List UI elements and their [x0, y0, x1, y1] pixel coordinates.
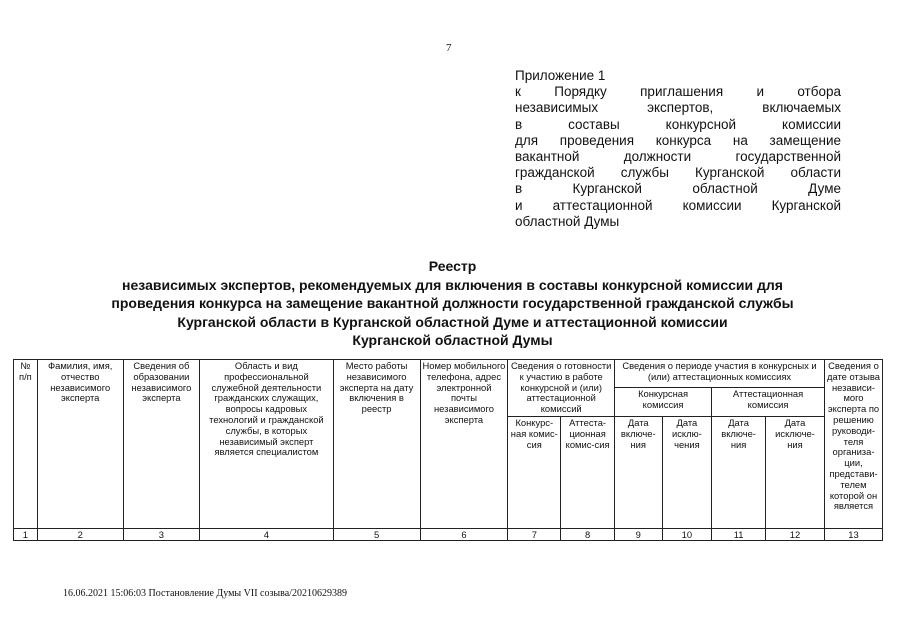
header-period: Сведения о периоде участия в конкурсных и (или) аттестационных комиссиях	[614, 360, 824, 388]
column-number-row	[14, 528, 883, 540]
appendix-line: в Курганской областной Думе	[515, 181, 841, 197]
column-number: 5	[333, 528, 420, 540]
header-readiness-competition: Конкурс-ная комис-сия	[508, 416, 561, 528]
appendix-line: в составы конкурсной комиссии	[515, 116, 841, 132]
column-number: 9	[614, 528, 662, 540]
header-period-attestation: Аттестационная комиссия	[712, 388, 825, 417]
title-line: Курганской областной Думы	[352, 332, 553, 349]
column-number: 7	[508, 528, 561, 540]
column-number: 8	[561, 528, 615, 540]
column-number: 13	[824, 528, 882, 540]
header-number: № п/п	[14, 360, 38, 529]
document-title	[0, 257, 905, 350]
header-date-exclusion: Дата исключе-ния	[765, 416, 824, 528]
title-heading: Реестр	[428, 258, 477, 274]
header-readiness-attestation: Аттеста-ционная комис-сия	[561, 416, 615, 528]
column-number: 1	[14, 528, 38, 540]
page-number: 7	[446, 42, 452, 54]
appendix-line: областной Думы	[515, 213, 620, 229]
appendix-line: Приложение 1	[515, 68, 606, 83]
title-line: независимых экспертов, рекомендуемых для включения в составы конкурсной комиссии для	[122, 276, 783, 293]
header-education: Сведения об образовании независимого эксперта	[123, 360, 200, 529]
header-period-competition: Конкурсная комиссия	[614, 388, 711, 417]
column-number: 11	[712, 528, 766, 540]
header-workplace: Место работы независимого эксперта на дату включения в реестр	[333, 360, 420, 529]
header-contacts: Номер мобильного телефона, адрес электронной почты независимого эксперта	[420, 360, 508, 529]
header-activity-area: Область и вид профессиональной служебной деятельности гражданских служащих, вопросы кадровых технологий и гражданской службы, в которых независимый эксперт является специалистом	[200, 360, 333, 529]
title-line: Курганской области в Курганской областной Думе и аттестационной комиссии	[177, 313, 728, 330]
appendix-line: и аттестационной комиссии Курганской	[515, 197, 841, 213]
header-date-exclusion: Дата исклю-чения	[662, 416, 712, 528]
header-readiness: Сведения о готовности к участию в работе конкурсной и (или) аттестационной комиссий	[508, 360, 615, 417]
header-recall-info: Сведения о дате отзыва независи-мого эксперта по решению руководи-теля организа-ции, представи-телем которой он является	[824, 360, 882, 529]
header-date-inclusion: Дата включе-ния	[614, 416, 662, 528]
appendix-block	[515, 68, 841, 230]
column-number: 6	[420, 528, 508, 540]
header-full-name: Фамилия, имя, отчество независимого эксперта	[37, 360, 123, 529]
registry-table	[13, 359, 883, 541]
appendix-line: независимых экспертов, включаемых	[515, 100, 841, 116]
appendix-line: гражданской службы Курганской области	[515, 165, 841, 181]
title-line: проведения конкурса на замещение вакантной должности государственной гражданской службы	[111, 295, 794, 312]
column-number: 3	[123, 528, 200, 540]
footer-stamp: 16.06.2021 15:06:03 Постановление Думы VII созыва/20210629389	[63, 588, 347, 599]
column-number: 12	[765, 528, 824, 540]
column-number: 4	[200, 528, 333, 540]
appendix-line: к Порядку приглашения и отбора	[515, 84, 841, 100]
column-number: 10	[662, 528, 712, 540]
header-date-inclusion: Дата включе-ния	[712, 416, 766, 528]
appendix-line: для проведения конкурса на замещение	[515, 132, 841, 148]
column-number: 2	[37, 528, 123, 540]
appendix-line: вакантной должности государственной	[515, 149, 841, 165]
